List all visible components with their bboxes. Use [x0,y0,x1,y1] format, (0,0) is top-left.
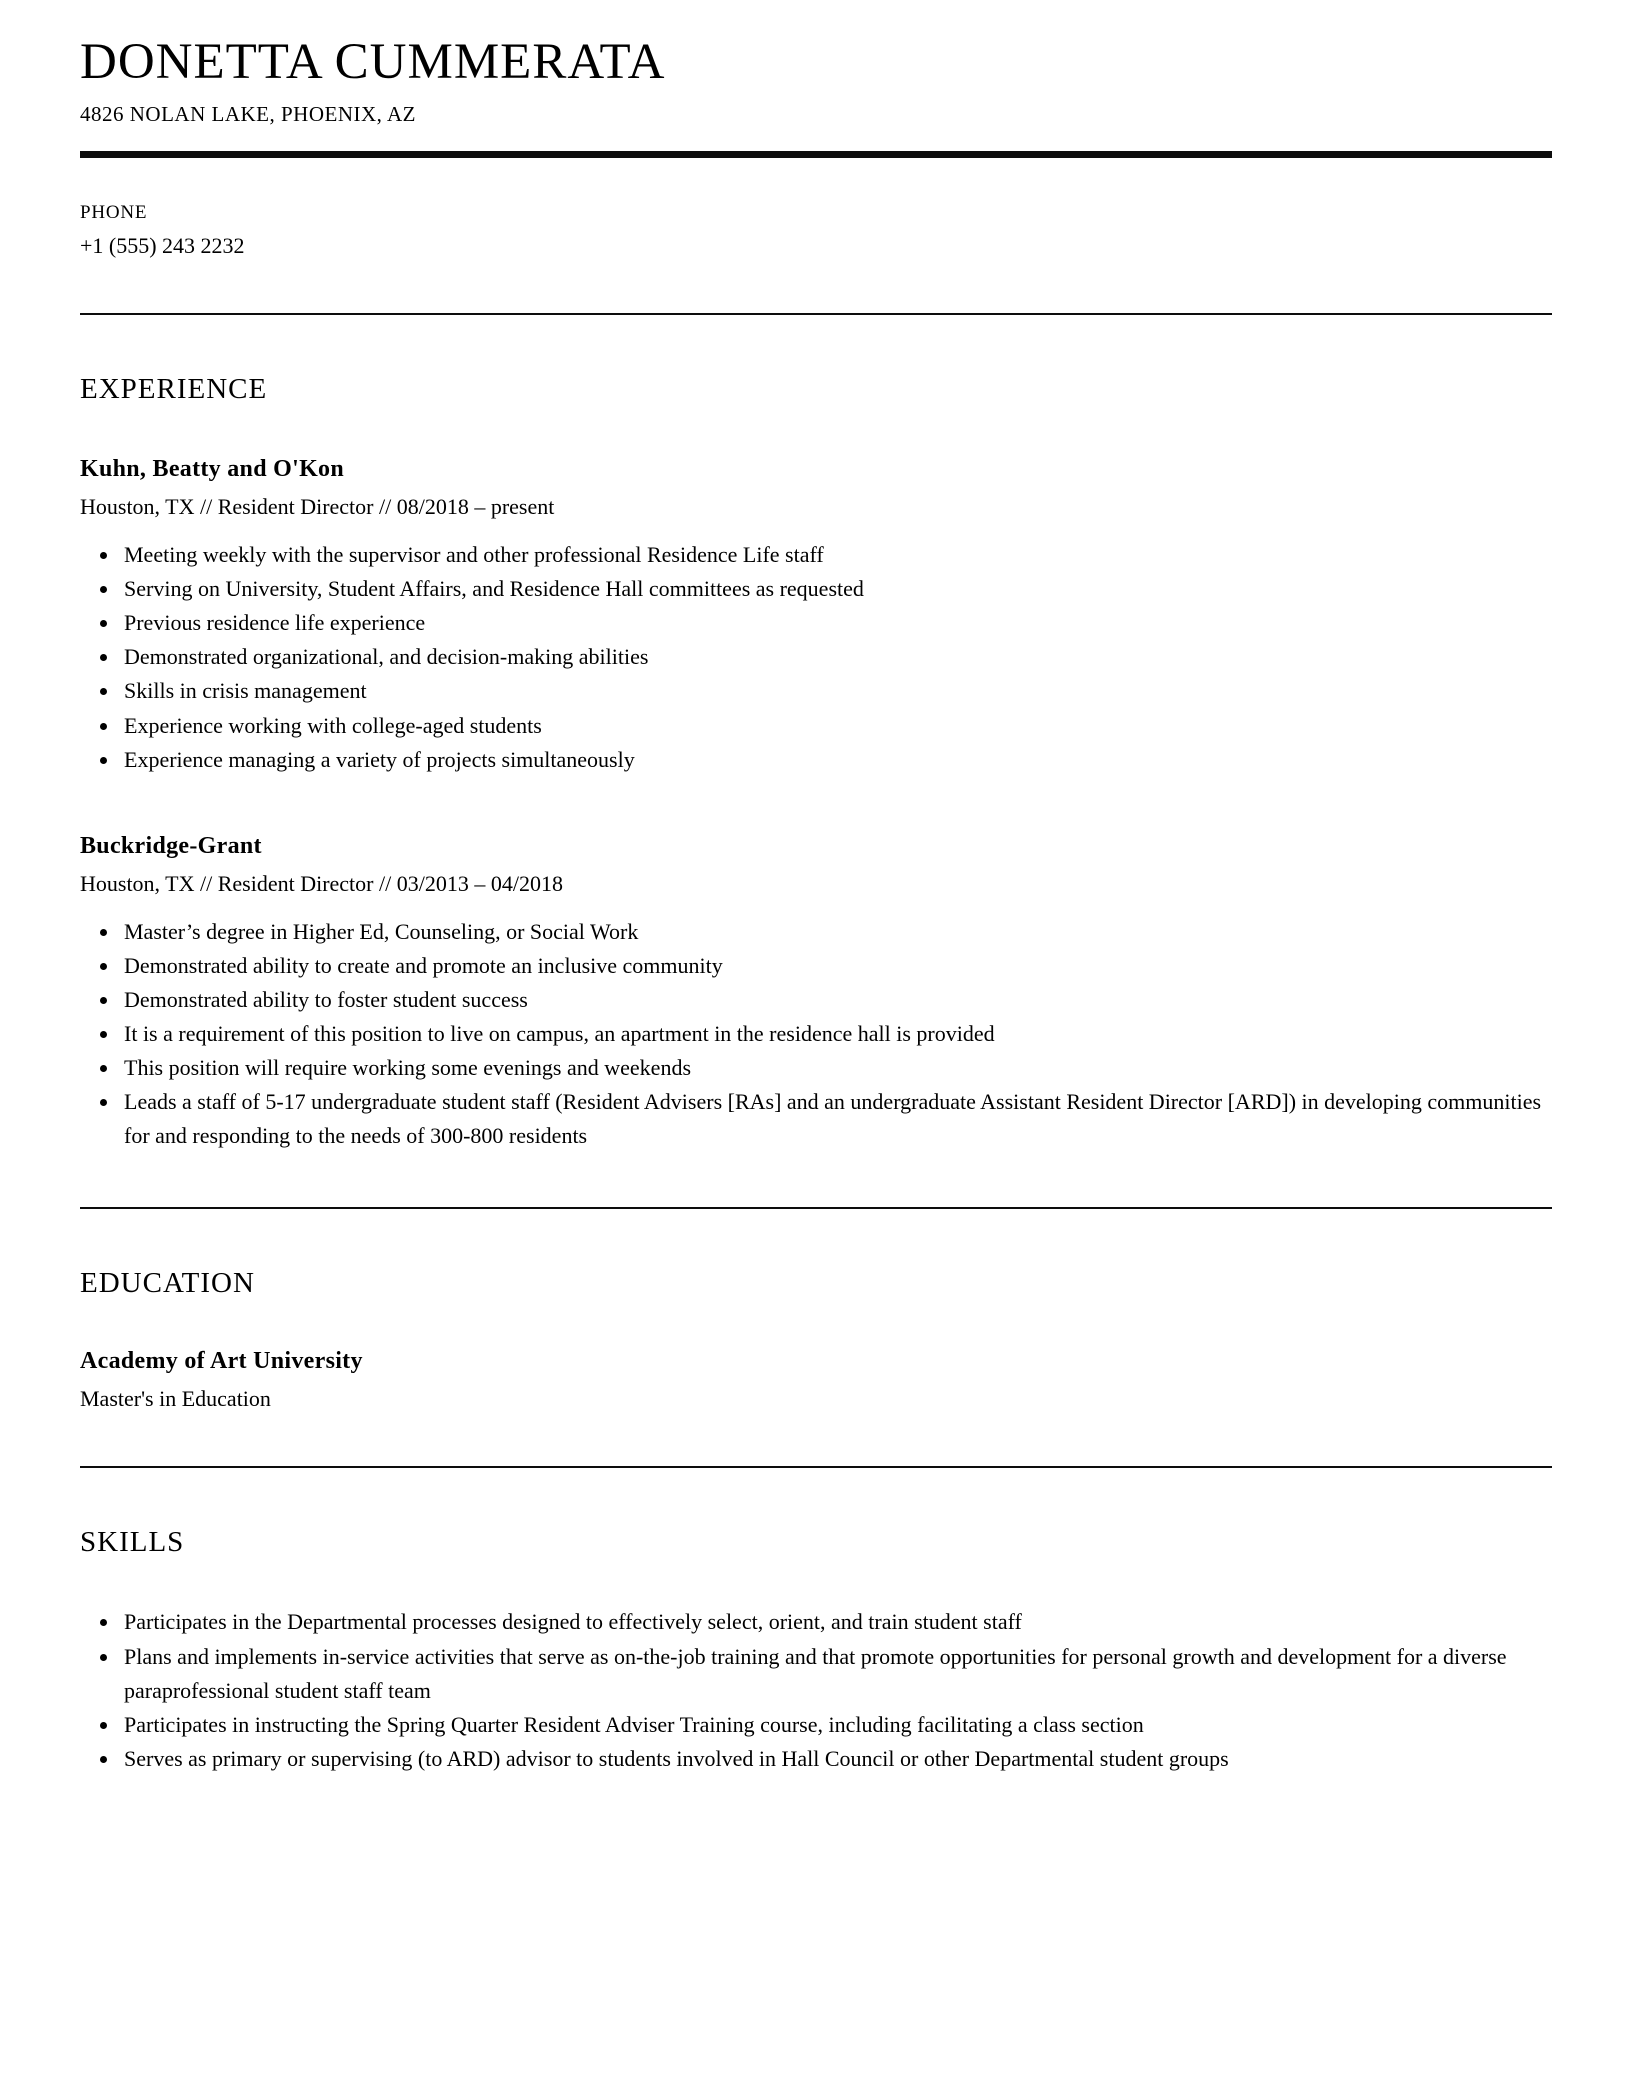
degree-name: Master's in Education [80,1386,271,1412]
job-bullet-list [80,538,1552,777]
section-divider [80,1466,1552,1468]
school-name: Academy of Art University [80,1348,363,1375]
phone-label: PHONE [80,202,148,224]
job-bullet: • This position will require working some evenings and weekends [120,1051,1552,1085]
resume-header [80,34,1552,127]
education-section [80,1267,1552,1412]
job-company: Kuhn, Beatty and O'Kon [80,456,345,483]
skill-bullet: • Plans and implements in-service activities that serve as on-the-job training and that promote opportunities for personal growth and development for a diverse paraprofessional student staff team [120,1640,1552,1708]
job-bullet: • Leads a staff of 5-17 undergraduate student staff (Resident Advisers [RAs] and an undergraduate Assistant Resident Director [ARD]) in developing communities for and responding to the needs of 300-800 residents [120,1085,1552,1153]
job-bullet: • Meeting weekly with the supervisor and other professional Residence Life staff [120,538,1552,572]
job-entry [80,456,1552,777]
job-bullet: • Previous residence life experience [120,606,1552,640]
job-bullet: • Experience managing a variety of projects simultaneously [120,743,1552,777]
experience-section-title: EXPERIENCE [80,373,268,406]
candidate-name: DONETTA CUMMERATA [80,34,666,90]
contact-section [80,202,1552,259]
job-bullet: • Skills in crisis management [120,674,1552,708]
job-bullet: • Serving on University, Student Affairs, and Residence Hall committees as requested [120,572,1552,606]
skill-bullet: • Participates in instructing the Spring Quarter Resident Adviser Training course, including facilitating a class section [120,1708,1552,1742]
job-meta: Houston, TX // Resident Director // 08/2018 – present [80,494,555,520]
job-bullet: • Experience working with college-aged students [120,709,1552,743]
job-bullet: • Master’s degree in Higher Ed, Counseling, or Social Work [120,915,1552,949]
job-bullet: • It is a requirement of this position to live on campus, an apartment in the residence hall is provided [120,1017,1552,1051]
education-section-title: EDUCATION [80,1267,255,1300]
job-bullet-list [80,915,1552,1154]
education-entry [80,1348,1552,1412]
job-meta: Houston, TX // Resident Director // 03/2013 – 04/2018 [80,870,563,896]
skills-bullet-list [80,1605,1552,1775]
skills-section [80,1526,1552,1775]
section-divider [80,313,1552,315]
job-bullet: • Demonstrated organizational, and decision-making abilities [120,640,1552,674]
candidate-address: 4826 NOLAN LAKE, PHOENIX, AZ [80,102,416,127]
job-bullet: • Demonstrated ability to create and promote an inclusive community [120,949,1552,983]
section-divider [80,1207,1552,1209]
phone-value: +1 (555) 243 2232 [80,233,245,259]
experience-section [80,373,1552,1153]
job-company: Buckridge-Grant [80,832,262,859]
header-divider [80,151,1552,158]
skill-bullet: • Participates in the Departmental processes designed to effectively select, orient, and train student staff [120,1605,1552,1639]
job-bullet: • Demonstrated ability to foster student success [120,983,1552,1017]
job-entry [80,833,1552,1154]
skill-bullet: • Serves as primary or supervising (to ARD) advisor to students involved in Hall Council or other Departmental student groups [120,1742,1552,1776]
skills-section-title: SKILLS [80,1526,185,1559]
